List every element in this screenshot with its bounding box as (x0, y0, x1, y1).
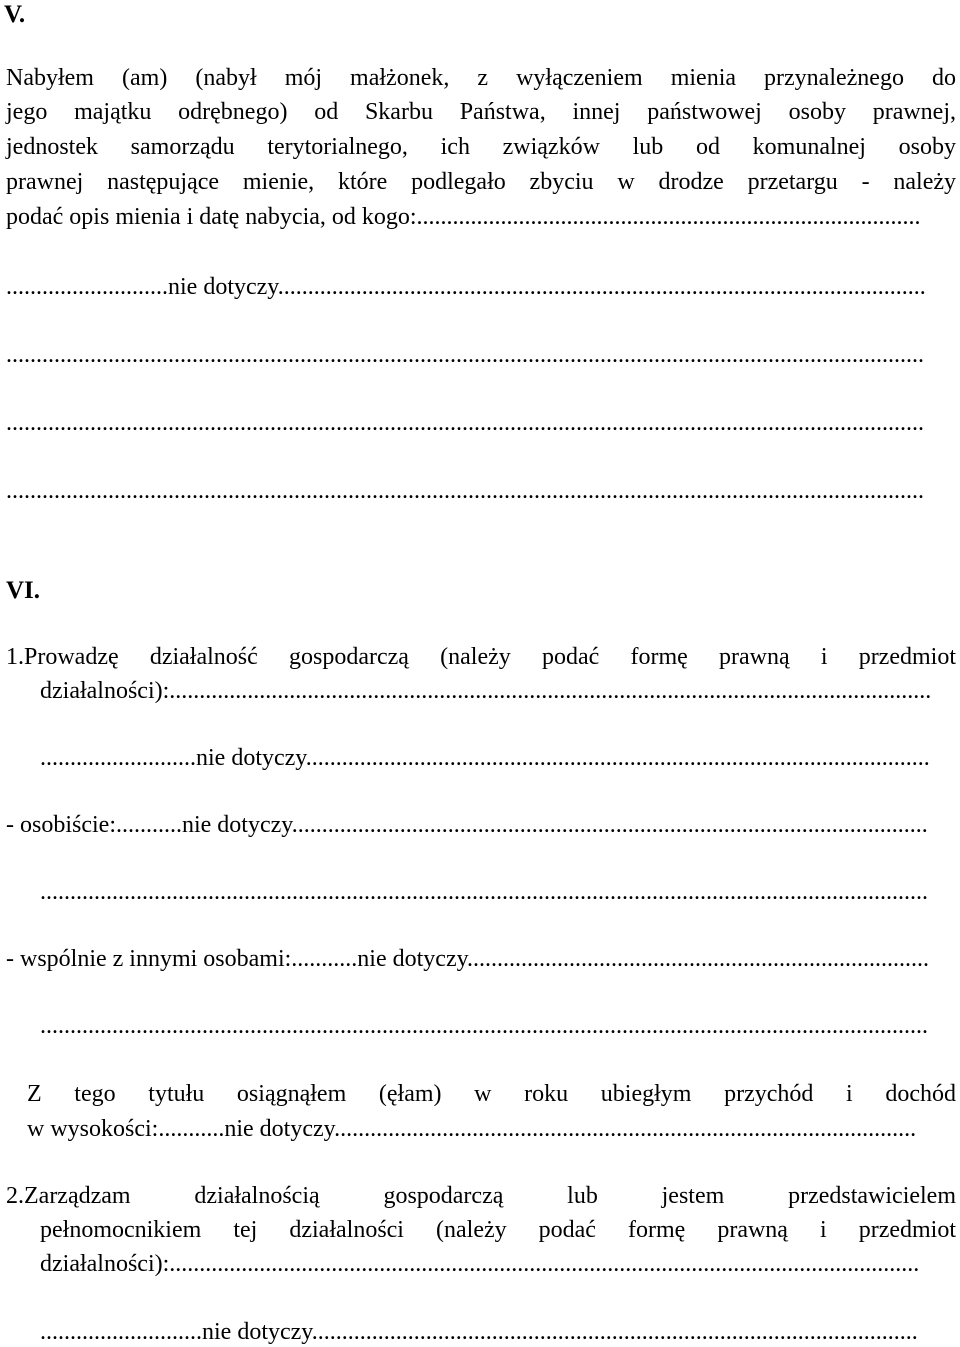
section-v-paragraph-line-1: Nabyłem (am) (nabył mój małżonek, z wyłączeniem mienia przynależnego do (6, 65, 956, 91)
section-v-paragraph-line-3: jednostek samorządu terytorialnego, ich związków lub od komunalnej osoby (6, 134, 956, 160)
section-v-answer: ...........................nie dotyczy............................................................................................................ (6, 275, 926, 299)
section-v-heading: V. (4, 1, 26, 28)
section-vi-heading: VI. (6, 577, 41, 604)
item1-line-2: działalności):............................................................................................................................... (40, 679, 932, 703)
item1-personal-blank: .................................................................................................................................................... (40, 880, 928, 904)
section-v-paragraph-line-5: podać opis mienia i datę nabycia, od kogo:.................................................................................... (6, 205, 921, 229)
section-v-paragraph-line-4: prawnej następujące mienie, które podlegało zbyciu w drodze przetargu - należy (6, 169, 956, 195)
section-v-blank-line-3: ......................................................................................................................................................... (6, 479, 924, 503)
item1-personal: - osobiście:...........nie dotyczy.......................................................................................................... (6, 813, 928, 837)
item1-income-line-2: w wysokości:...........nie dotyczy................................................................................................. (27, 1117, 917, 1141)
item1-line-1: 1.Prowadzę działalność gospodarczą (należy podać formę prawną i przedmiot (6, 644, 956, 670)
item2-line-2: pełnomocnikiem tej działalności (należy podać formę prawną i przedmiot (40, 1217, 956, 1243)
section-v-paragraph-line-2: jego majątku odrębnego) od Skarbu Państwa, innej państwowej osoby prawnej, (6, 99, 956, 125)
item1-income-line-1: Z tego tytułu osiągnąłem (ęłam) w roku ubiegłym przychód i dochód (27, 1081, 956, 1107)
section-v-blank-line-2: ......................................................................................................................................................... (6, 411, 924, 435)
item1-answer: ..........................nie dotyczy........................................................................................................ (40, 746, 930, 770)
item2-answer: ...........................nie dotyczy..................................................................................................... (40, 1320, 918, 1344)
item1-jointly-blank: .................................................................................................................................................... (40, 1014, 928, 1038)
item2-line-1: 2.Zarządzam działalnością gospodarczą lub jestem przedstawicielem (6, 1183, 956, 1209)
section-v-blank-line-1: ......................................................................................................................................................... (6, 343, 924, 367)
item2-line-3: działalności):............................................................................................................................. (40, 1252, 920, 1276)
item1-jointly: - wspólnie z innymi osobami:...........nie dotyczy............................................................................. (6, 947, 930, 971)
